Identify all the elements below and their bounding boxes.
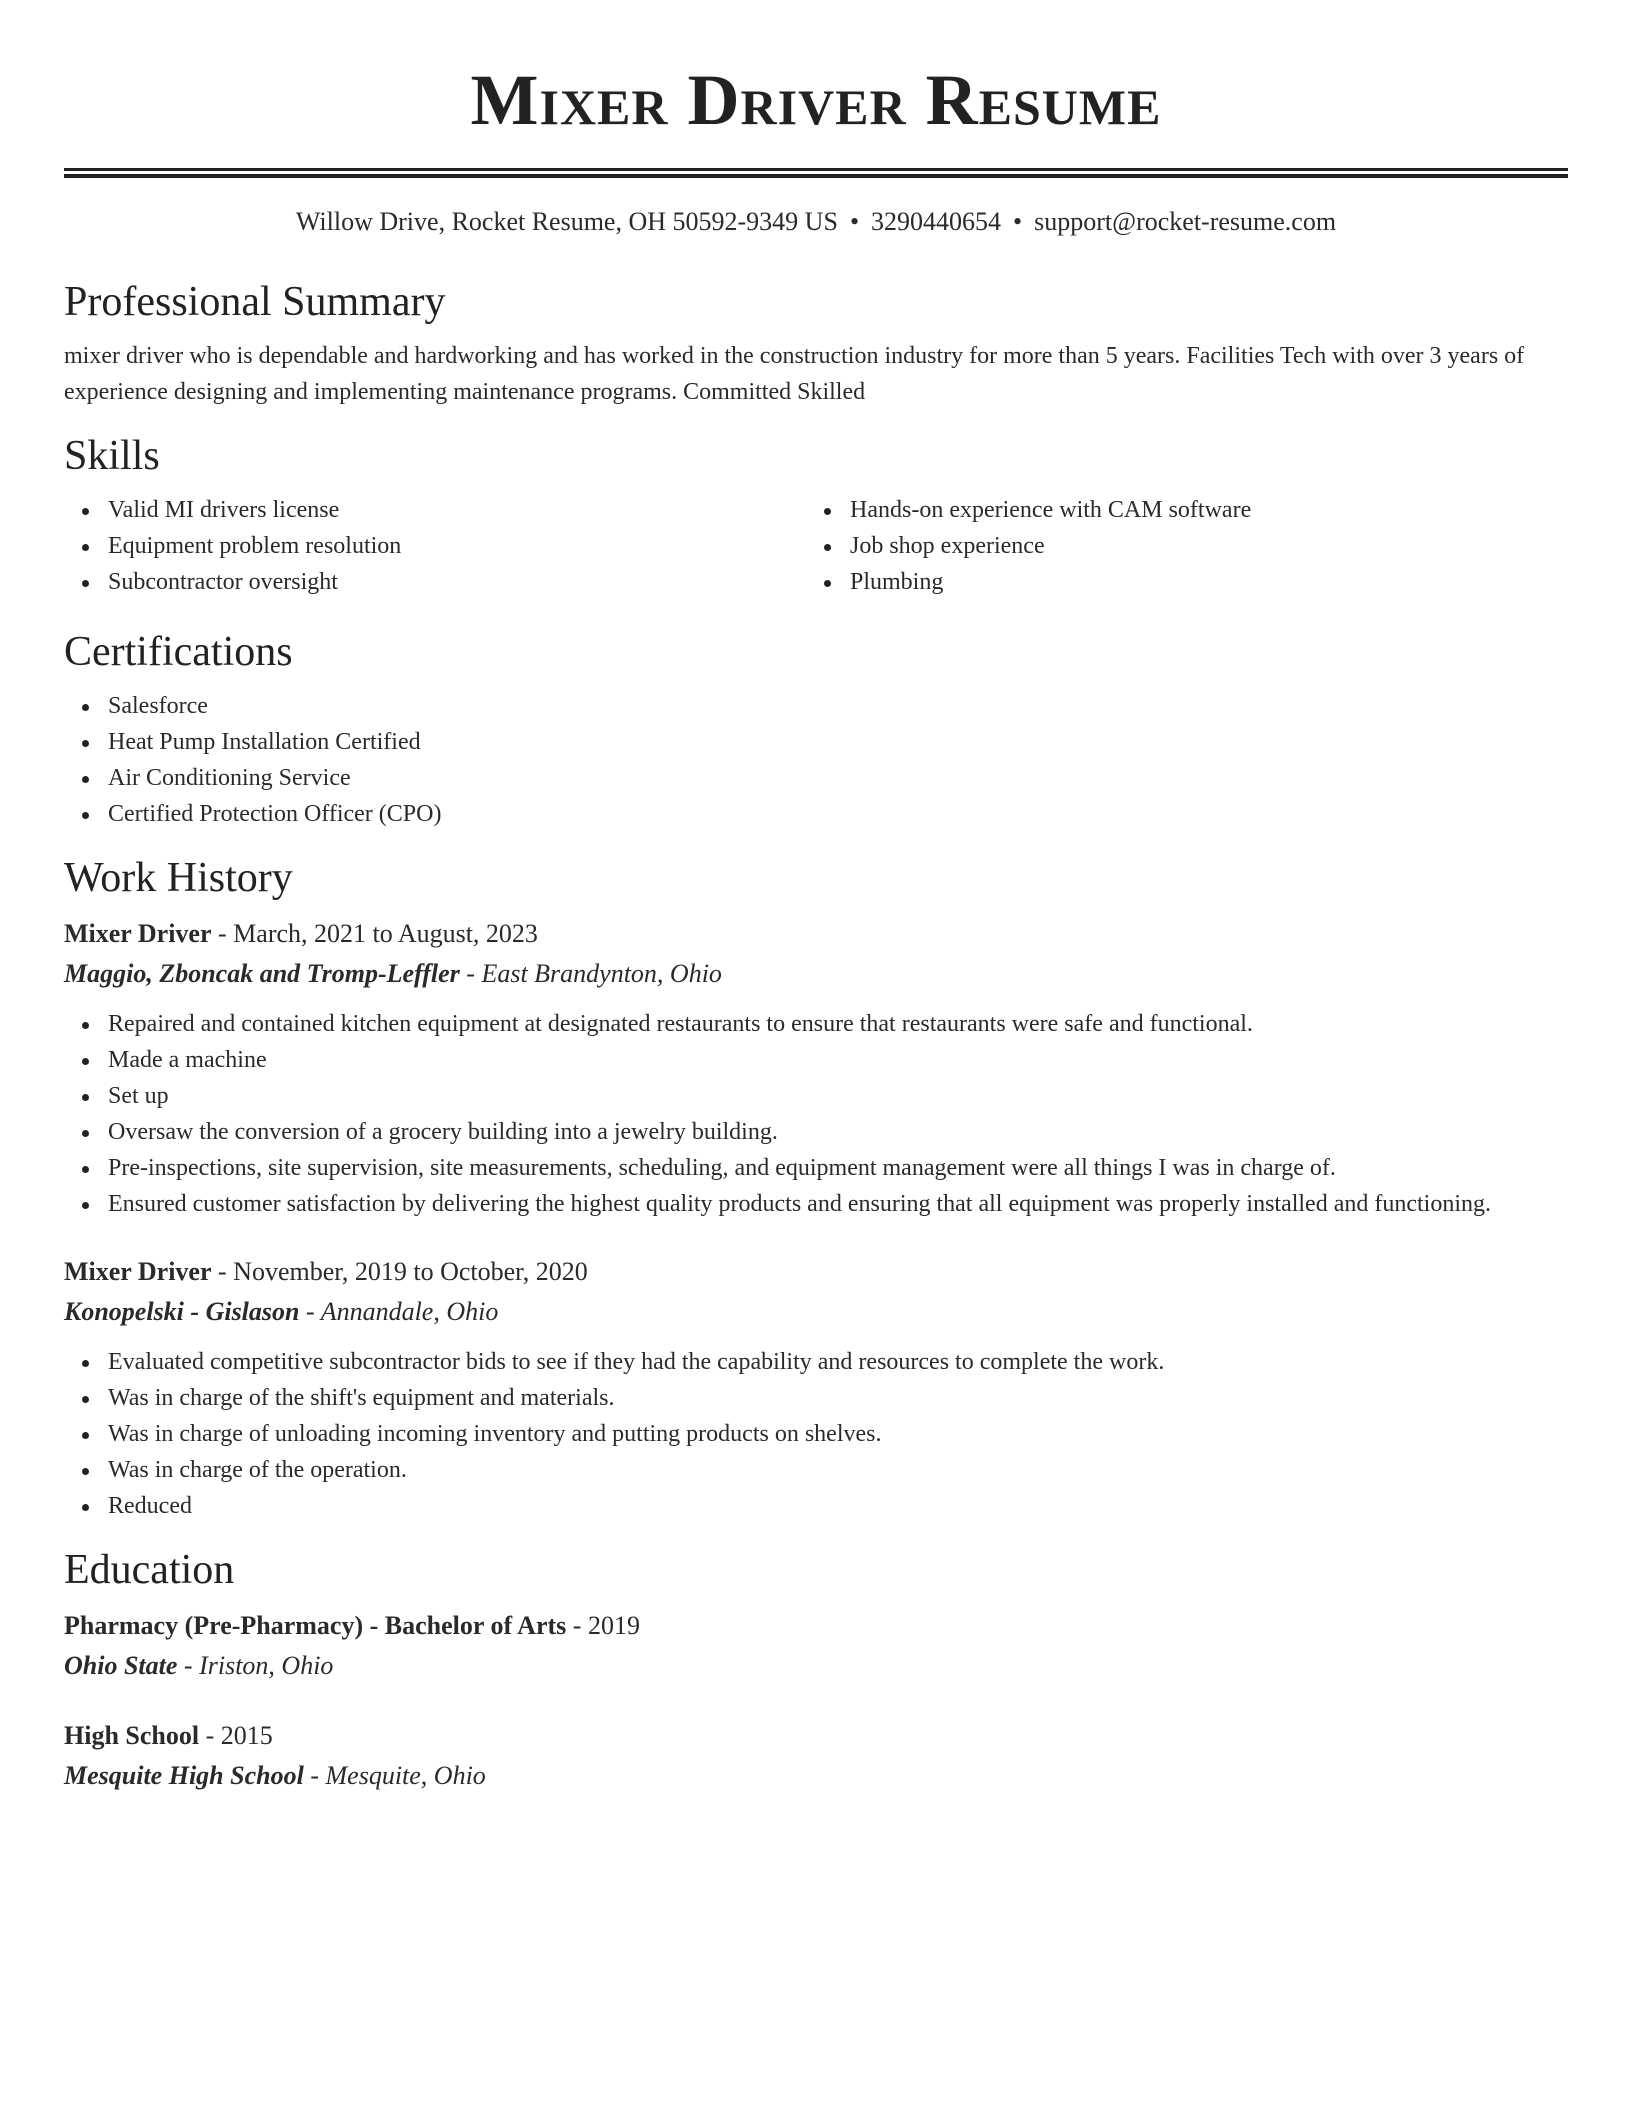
job-title: Mixer Driver	[64, 1257, 212, 1286]
contact-separator: •	[849, 207, 860, 236]
degree-name: Pharmacy (Pre-Pharmacy) - Bachelor of Arts	[64, 1611, 567, 1640]
skill-item: Subcontractor oversight	[108, 564, 806, 600]
contact-address: Willow Drive, Rocket Resume, OH 50592-9349 US	[295, 207, 838, 236]
skills-column-left	[64, 492, 806, 600]
certifications-list	[64, 688, 1568, 832]
employer-location: Annandale, Ohio	[320, 1297, 499, 1326]
graduation-year: 2015	[220, 1721, 273, 1750]
education-heading: Education	[64, 1547, 235, 1593]
education-entry	[64, 1606, 1568, 1686]
certification-item: Certified Protection Officer (CPO)	[108, 796, 1568, 832]
certifications-heading: Certifications	[64, 629, 293, 675]
skill-item: Valid MI drivers license	[108, 492, 806, 528]
skills-column-right	[806, 492, 1548, 600]
skill-item: Hands-on experience with CAM software	[850, 492, 1548, 528]
duty-item: Was in charge of the operation.	[108, 1452, 1568, 1488]
skill-item: Plumbing	[850, 564, 1548, 600]
duty-item: Was in charge of the shift's equipment and materials.	[108, 1380, 1568, 1416]
job-title-line: Mixer Driver - November, 2019 to October, 2020	[64, 1257, 588, 1286]
certification-item: Heat Pump Installation Certified	[108, 724, 1568, 760]
employer-name: Maggio, Zboncak and Tromp-Leffler	[64, 959, 460, 988]
job-dates: March, 2021 to August, 2023	[233, 919, 538, 948]
school-name: Ohio State	[64, 1651, 178, 1680]
job-title-line: Mixer Driver - March, 2021 to August, 2023	[64, 919, 538, 948]
duty-item: Set up	[108, 1078, 1568, 1114]
duty-item: Pre-inspections, site supervision, site measurements, scheduling, and equipment management were all things I was in charge of.	[108, 1150, 1568, 1186]
school-line: Ohio State - Iriston, Ohio	[64, 1651, 334, 1680]
employer-line: Konopelski - Gislason - Annandale, Ohio	[64, 1297, 499, 1326]
duty-item: Made a machine	[108, 1042, 1568, 1078]
school-line: Mesquite High School - Mesquite, Ohio	[64, 1761, 486, 1790]
contact-separator: •	[1013, 207, 1023, 236]
job-duties	[64, 1006, 1568, 1222]
employer-name: Konopelski - Gislason	[64, 1297, 300, 1326]
job-dates: November, 2019 to October, 2020	[233, 1257, 588, 1286]
duty-item: Reduced	[108, 1488, 1568, 1524]
degree-name: High School	[64, 1721, 200, 1750]
employer-location: East Brandynton, Ohio	[481, 959, 722, 988]
education-entry	[64, 1716, 1568, 1796]
degree-line: Pharmacy (Pre-Pharmacy) - Bachelor of Arts - 2019	[64, 1611, 640, 1640]
contact-email[interactable]: support@rocket-resume.com	[1034, 207, 1337, 236]
contact-line	[64, 206, 1568, 238]
skill-item: Equipment problem resolution	[108, 528, 806, 564]
job-duties	[64, 1344, 1568, 1524]
duty-item: Ensured customer satisfaction by delivering the highest quality products and ensuring that all equipment was properly installed and functioning.	[108, 1186, 1568, 1222]
school-location: Iriston, Ohio	[199, 1651, 334, 1680]
job-entry	[64, 914, 1568, 1222]
skill-item: Job shop experience	[850, 528, 1548, 564]
certification-item: Air Conditioning Service	[108, 760, 1568, 796]
duty-item: Was in charge of unloading incoming inventory and putting products on shelves.	[108, 1416, 1568, 1452]
contact-phone: 3290440654	[871, 207, 1002, 236]
skills-heading: Skills	[64, 433, 160, 479]
certification-item: Salesforce	[108, 688, 1568, 724]
school-location: Mesquite, Ohio	[325, 1761, 486, 1790]
duty-item: Oversaw the conversion of a grocery building into a jewelry building.	[108, 1114, 1568, 1150]
duty-item: Repaired and contained kitchen equipment at designated restaurants to ensure that restaurants were safe and functional.	[108, 1006, 1568, 1042]
title-divider	[64, 168, 1568, 178]
degree-line: High School - 2015	[64, 1721, 273, 1750]
resume-title: Mixer Driver Resume	[470, 60, 1162, 140]
summary-heading: Professional Summary	[64, 279, 446, 325]
job-title: Mixer Driver	[64, 919, 212, 948]
graduation-year: 2019	[587, 1611, 640, 1640]
job-entry	[64, 1252, 1568, 1524]
summary-text: mixer driver who is dependable and hardworking and has worked in the construction industry for more than 5 years. Facilities Tech with over 3 years of experience designing and implementing maintenance programs. Committed Skilled	[64, 343, 1525, 405]
school-name: Mesquite High School	[64, 1761, 304, 1790]
employer-line: Maggio, Zboncak and Tromp-Leffler - East Brandynton, Ohio	[64, 959, 722, 988]
skills-list	[64, 492, 1568, 600]
duty-item: Evaluated competitive subcontractor bids to see if they had the capability and resources to complete the work.	[108, 1344, 1568, 1380]
work-history-heading: Work History	[64, 855, 293, 901]
